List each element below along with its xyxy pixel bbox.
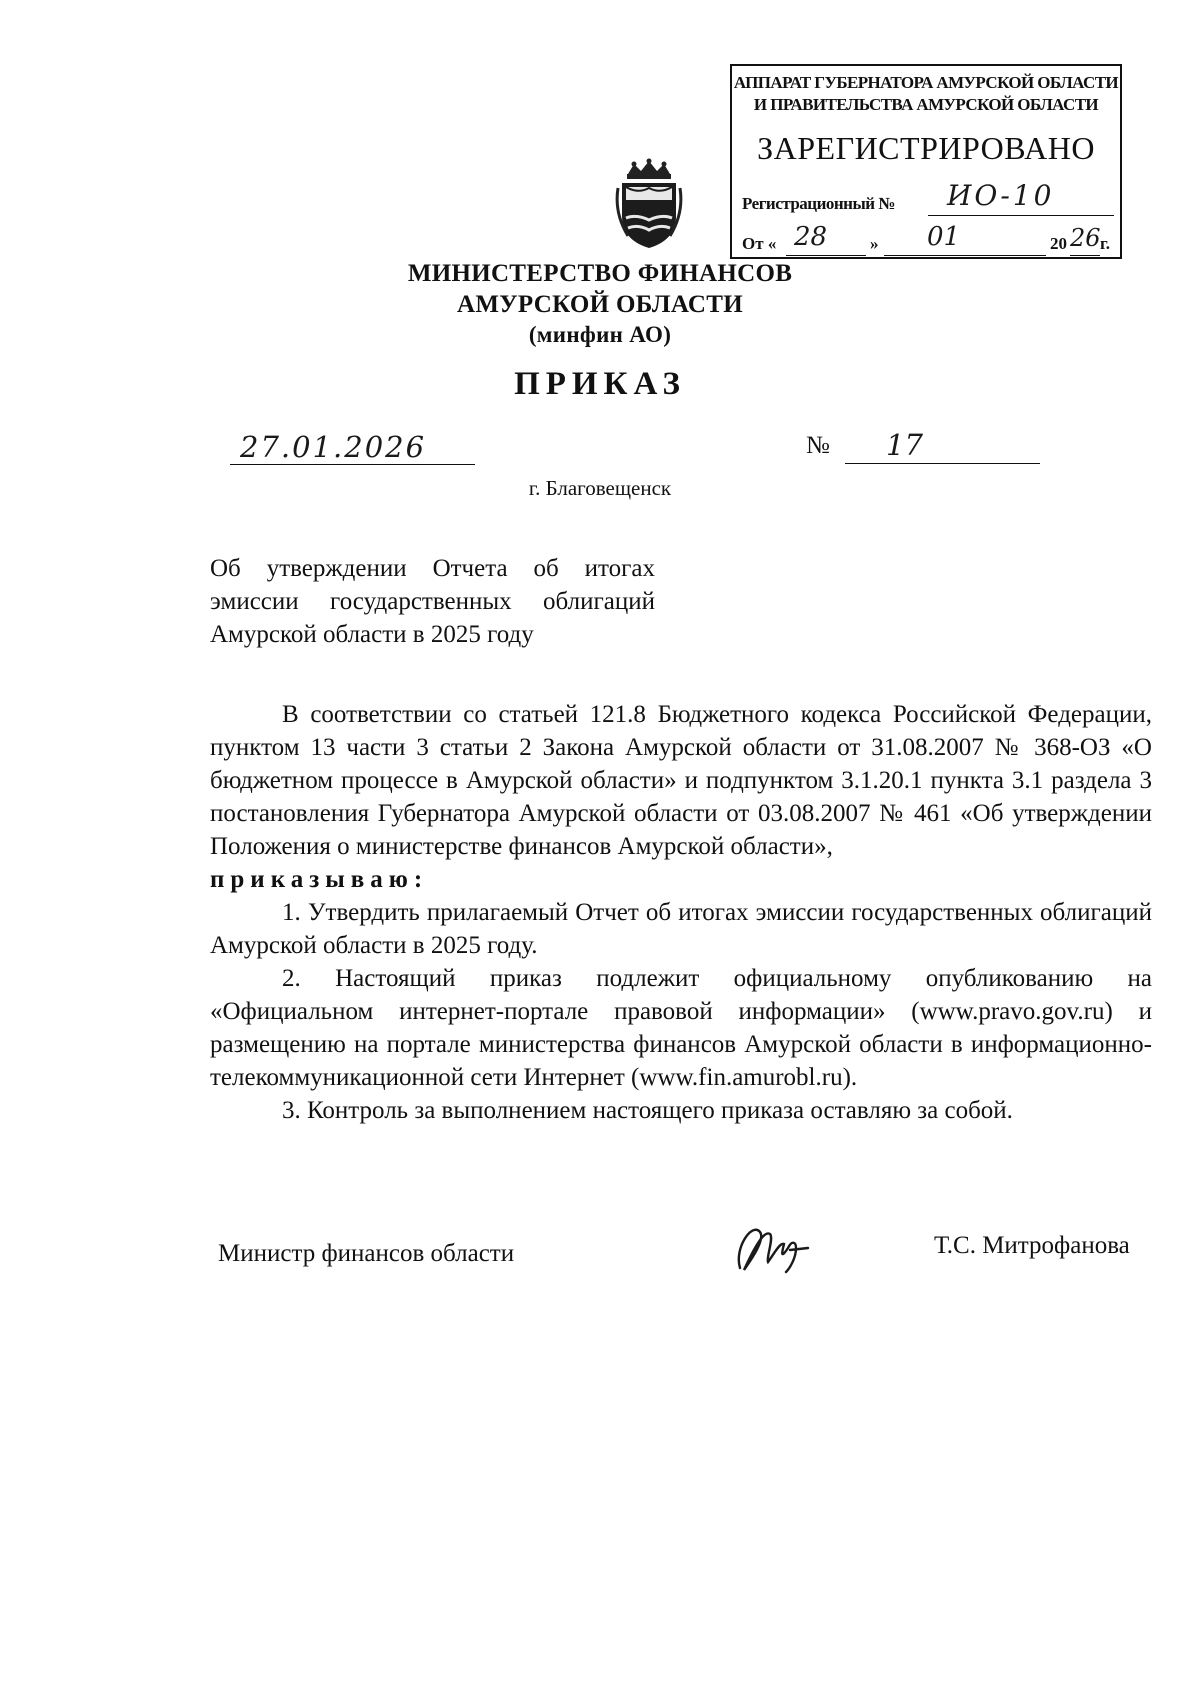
order-item-3: 3. Контроль за выполнением настоящего приказа оставляю за собой. bbox=[282, 1097, 1013, 1124]
stamp-day-underline bbox=[786, 255, 866, 256]
order-number-label: № bbox=[806, 432, 830, 459]
subject-line: эмиссии государственных облигаций bbox=[210, 588, 655, 615]
city-name: г. Благовещенск bbox=[528, 476, 672, 500]
order-date-underline bbox=[230, 464, 475, 465]
stamp-registration-row bbox=[742, 179, 1114, 218]
stamp-reg-underline bbox=[928, 215, 1114, 216]
stamp-reg-number: ИО-10 bbox=[947, 179, 1055, 212]
subject-line: Об утверждении Отчета об итогах bbox=[210, 555, 655, 582]
ministry-name-line1: МИНИСТЕРСТВО ФИНАНСОВ bbox=[407, 260, 793, 287]
order-subject bbox=[210, 552, 655, 651]
stamp-date-month: 01 bbox=[927, 222, 961, 252]
order-directive-word: приказываю: bbox=[210, 866, 429, 893]
order-number-underline bbox=[845, 463, 1040, 464]
stamp-year-prefix: 20 bbox=[1050, 234, 1067, 253]
order-item-1: 1. Утвердить прилагаемый Отчет об итогах эмиссии государственных облигаций Амурской области в 2025 году. bbox=[210, 899, 1152, 959]
stamp-title: ЗАРЕГИСТРИРОВАНО bbox=[757, 130, 1095, 166]
stamp-date-day: 28 bbox=[794, 222, 828, 252]
ministry-short-name: (минфин АО) bbox=[528, 322, 672, 347]
stamp-date-suffix: г. bbox=[1100, 234, 1111, 253]
signatory-name: Т.С. Митрофанова bbox=[934, 1232, 1130, 1259]
stamp-date-row bbox=[742, 222, 1114, 258]
stamp-year-underline bbox=[1070, 255, 1100, 256]
coat-of-arms-icon bbox=[614, 158, 684, 250]
handwritten-signature-icon bbox=[730, 1218, 840, 1278]
document-type: ПРИКАЗ bbox=[514, 366, 686, 402]
stamp-org-line2: И ПРАВИТЕЛЬСТВА АМУРСКОЙ ОБЛАСТИ bbox=[753, 95, 1099, 114]
stamp-month-underline bbox=[884, 255, 1046, 256]
ministry-name-line2: АМУРСКОЙ ОБЛАСТИ bbox=[456, 291, 744, 318]
stamp-date-year: 26 bbox=[1070, 224, 1101, 252]
subject-line: Амурской области в 2025 году bbox=[210, 621, 534, 648]
signatory-role: Министр финансов области bbox=[218, 1240, 515, 1267]
stamp-date-prefix: От « bbox=[742, 234, 777, 253]
order-date-handwritten: 27.01.2026 bbox=[240, 430, 427, 464]
order-item-2: 2. Настоящий приказ подлежит официальному опубликованию на «Официальном интернет-портале правовой информации» (www.pravo.gov.ru) и размещению на портале министерства финансов Амурской области в информационно-телекоммуникационной сети Интернет (www.fin.amurobl.ru). bbox=[210, 965, 1152, 1091]
stamp-reg-label: Регистрационный № bbox=[742, 194, 895, 213]
registration-stamp bbox=[730, 64, 1122, 259]
stamp-org-line1: АППАРАТ ГУБЕРНАТОРА АМУРСКОЙ ОБЛАСТИ bbox=[733, 73, 1119, 92]
preamble-paragraph: В соответствии со статьей 121.8 Бюджетного кодекса Российской Федерации, пунктом 13 части 3 статьи 2 Закона Амурской области от 31.08.2007 № 368-ОЗ «О бюджетном процессе в Амурской области» и подпунктом 3.1.20.1 пункта 3.1 раздела 3 постановления Губернатора Амурской области от 03.08.2007 № 461 «Об утверждении Положения о министерстве финансов Амурской области», bbox=[210, 701, 1152, 860]
order-body bbox=[210, 698, 1152, 1127]
stamp-date-quote: » bbox=[870, 234, 879, 253]
order-number-handwritten: 17 bbox=[886, 428, 923, 462]
